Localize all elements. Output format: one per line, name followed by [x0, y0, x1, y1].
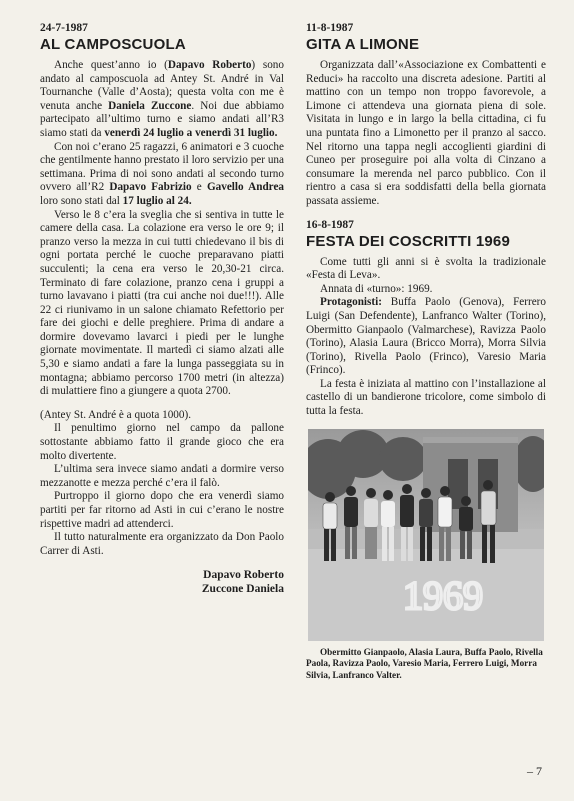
text-run: e [191, 181, 207, 194]
text-run: Buffa Paolo (Genova), Ferrero Luigi (San Defendente), Lanfranco Walter (Torino), Obermitto Gianpaolo (Valmarchese), Ravizza Paolo (Torino), Alasia Laura (Bricco Morra), Morra Silvia (Torino), Rivella Paolo (Frinco), Varesio Maria (Frinco). [306, 296, 546, 377]
paragraph: Il penultimo giorno nel campo da pallone sottostante abbiamo fatto il grande gioco che era molto divertente. [40, 422, 284, 462]
paragraph [306, 296, 546, 378]
bold-text: venerdì 24 luglio a venerdì 31 luglio. [104, 126, 278, 139]
article-date: 16-8-1987 [306, 218, 354, 231]
page-number: – 7 [527, 764, 542, 778]
paragraph: Il tutto naturalmente era organizzato da Don Paolo Carrer di Asti. [40, 531, 284, 557]
text-run: ) sono andato al camposcuola ad Antey St. André in Val Tournanche (Valle d’Aosta); questa volta con me è venuta anche [40, 59, 284, 112]
paragraph [40, 59, 284, 141]
signature: Dapavo Roberto [203, 569, 284, 582]
article-title: FESTA DEI COSCRITTI 1969 [306, 232, 511, 250]
signature: Zuccone Daniela [201, 583, 284, 596]
spacer [40, 399, 284, 409]
bold-text: Gavello Andrea [206, 181, 284, 194]
paragraph: L’ultima sera invece siamo andati a dormire verso mezzanotte e mezza perché c’era il falò. [40, 463, 284, 489]
group-photo [308, 429, 544, 641]
bold-text: Daniela Zuccone [108, 99, 192, 112]
bold-text: Dapavo Roberto [167, 59, 252, 71]
text-run: Anche quest’anno io ( [54, 59, 168, 71]
bold-text: Protagonisti: [320, 296, 382, 309]
article-date: 24-7-1987 [40, 22, 88, 34]
article-date: 11-8-1987 [306, 22, 354, 34]
paragraph: (Antey St. André è a quota 1000). [40, 408, 191, 421]
text-run: loro sono stati dal [40, 194, 123, 207]
bold-text: 17 luglio al 24. [122, 194, 192, 207]
painted-year: 1969 [403, 572, 483, 618]
article-title: GITA A LIMONE [306, 36, 420, 53]
bold-text: Dapavo Fabrizio [109, 181, 192, 194]
photo-caption: Obermitto Gianpaolo, Alasia Laura, Buffa Paolo, Rivella Paola, Ravizza Paolo, Varesio Maria, Ferrero Luigi, Morra Silvia, Lanfranco Valter. [306, 646, 543, 680]
paragraph: La festa è iniziata al mattino con l’installazione al castello di un bandierone tricolore, come simbolo di tutta la festa. [306, 377, 546, 418]
left-column [40, 22, 284, 596]
article-title: AL CAMPOSCUOLA [40, 36, 186, 53]
paragraph: Purtroppo il giorno dopo che era venerdì siamo partiti per far ritorno ad Asti in cui c’erano le nostre rispettive madri ad attenderci. [40, 490, 284, 530]
right-column [306, 22, 546, 681]
spacer [40, 558, 284, 568]
spacer [306, 209, 546, 219]
paragraph: Organizzata dall’«Associazione ex Combattenti e Reduci» ha raccolto una discreta adesione. Partiti al mattino con un tempo non troppo favorevole, a Limone ci attendeva una giornata piena di sole. Visitata in lungo e in largo la bella cittadina, ci fu una puntata fino a Limonetto per il pranzo al sacco. Nel ritorno una tappa negli accoglienti giardini di Cuneo per proseguire poi alla volta di Cinzano a consumare la merenda nel parco pubblico. Con il rientro a casa si era soddisfatti della bella giornata passata assieme. [306, 59, 546, 207]
text-run: . Noi due abbiamo partecipato all’ultimo turno e siamo andati all’R3 siamo stati da [40, 99, 284, 139]
paragraph: Come tutti gli anni si è svolta la tradizionale «Festa di Leva». [306, 255, 546, 282]
paragraph [40, 141, 284, 209]
text-run: Con noi c’erano 25 ragazzi, 6 animatori e 3 cuoche che gentilmente hanno prestato il loro servizio per una settimana. Prima di noi sono andati al secondo turno ovvero all’R2 [40, 140, 284, 194]
paragraph: Verso le 8 c’era la sveglia che si sentiva in tutte le camere della casa. La colazione era verso le ore 9; il pranzo verso la mezza in cui tutti chiedevano il bis di ogni portata perché le cuoche preparavano piatti succulenti; la cena era verso le 20,30-21 circa. Terminato di fare colazione, pranzo cena i gruppi a turno lavavano i piatti (tra cui anche noi due!!!). Alle 22 ci riunivamo in un salone chiamato Refettorio per fare dei giochi e delle preghiere. Prima di andare a dormire dovevamo lavarci i piedi per le lunghe giornate movimentate. Il martedì ci siamo alzati alle 5,30 e siamo andati a fare la lunga passeggiata su in montagna; abbiamo percorso 1700 metri (in altezza) di mulattiere fino a giungere a quota 2700. [40, 208, 284, 398]
paragraph: Annata di «turno»: 1969. [320, 282, 433, 295]
